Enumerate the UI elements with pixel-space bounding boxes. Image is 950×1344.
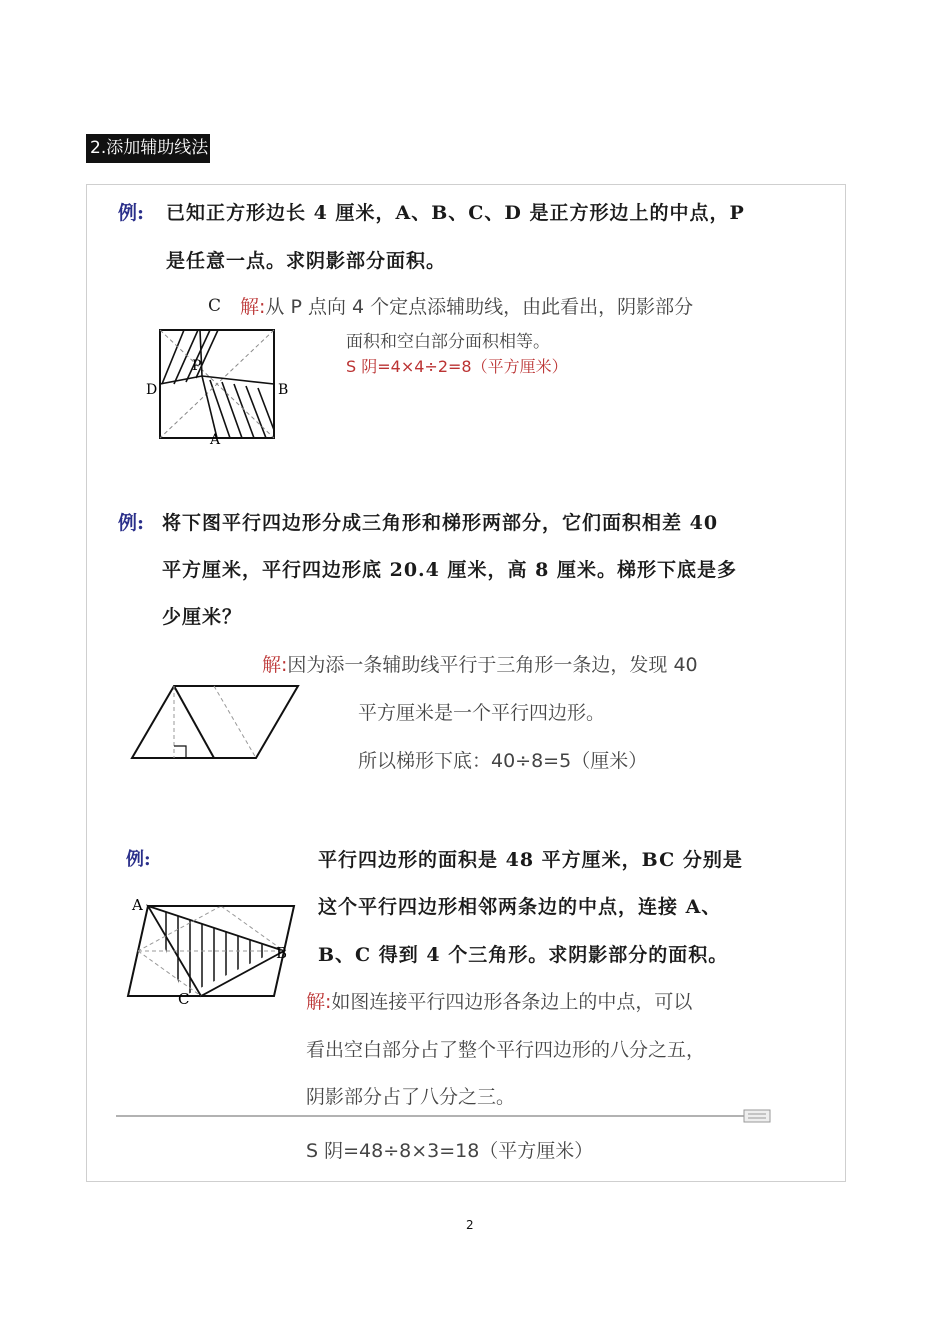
label-d: D: [146, 382, 158, 398]
parallelogram-outline: [132, 686, 298, 758]
hatch-line: [174, 330, 198, 384]
dividing-line: [174, 686, 214, 758]
hatch-line: [210, 380, 230, 438]
label-b: B: [278, 382, 289, 398]
example1-label-c: C: [208, 296, 222, 316]
example2-solution-text1: 因为添一条辅助线平行于三角形一条边，发现 40: [287, 654, 698, 676]
hatch-line: [234, 384, 254, 438]
example1-question-line2: 是任意一点。求阴影部分面积。: [166, 250, 447, 272]
example3-question-line3: B、C 得到 4 个三角形。求阴影部分的面积。: [318, 944, 729, 966]
example3-solution-line3: 阴影部分占了八分之三。: [306, 1086, 516, 1108]
scroll-handle: [744, 1110, 770, 1122]
hatch-line: [162, 330, 184, 384]
divider-bar: [116, 1108, 776, 1128]
example3-solution-prefix: 解:: [306, 991, 332, 1013]
label-b: B: [276, 944, 288, 962]
label-a: A: [132, 896, 143, 914]
example1-question-line1: 已知正方形边长 4 厘米，A、B、C、D 是正方形边上的中点，P: [166, 202, 745, 224]
page-number: 2: [466, 1218, 474, 1232]
helper-line: [202, 376, 217, 438]
label-c: C: [178, 990, 190, 1008]
label-p: P: [192, 358, 202, 374]
example2-question-line1: 将下图平行四边形分成三角形和梯形两部分，它们面积相差 40: [162, 512, 719, 534]
example3-parallelogram-figure: [126, 892, 301, 1008]
example1-square-figure: [140, 322, 300, 452]
hatch-line: [246, 386, 266, 438]
example1-label: 例:: [118, 202, 145, 224]
label-a: A: [210, 432, 221, 448]
example2-label: 例:: [118, 512, 145, 534]
right-angle-mark: [174, 746, 186, 758]
example2-solution-prefix: 解:: [262, 654, 288, 676]
example2-question-line2: 平方厘米，平行四边形底 20.4 厘米，高 8 厘米。梯形下底是多: [162, 559, 737, 581]
example2-question-line3: 少厘米？: [162, 606, 243, 628]
example2-solution-line1: [262, 650, 698, 677]
example2-solution-line3: 所以梯形下底：40÷8=5（厘米）: [358, 750, 648, 772]
example2-solution-line2: 平方厘米是一个平行四边形。: [358, 702, 606, 724]
example1-solution-prefix: 解:: [240, 296, 266, 318]
hatch-line: [222, 382, 242, 438]
example3-question-line2: 这个平行四边形相邻两条边的中点，连接 A、: [318, 896, 722, 918]
example1-solution-line2: 面积和空白部分面积相等。: [346, 332, 550, 352]
example3-solution-line2: 看出空白部分占了整个平行四边形的八分之五，: [306, 1039, 706, 1061]
example1-solution-text1: 从 P 点向 4 个定点添辅助线，由此看出，阴影部分: [265, 296, 694, 318]
example3-solution-line1: [306, 987, 692, 1014]
example3-solution-line4: S 阴=48÷8×3=18（平方厘米）: [306, 1140, 594, 1162]
example1-solution-line3: S 阴=4×4÷2=8（平方厘米）: [346, 357, 568, 376]
example3-solution-text1: 如图连接平行四边形各条边上的中点，可以: [331, 991, 693, 1013]
example3-question-line1: 平行四边形的面积是 48 平方厘米，BC 分别是: [318, 849, 743, 871]
example1-solution-line1: [240, 292, 693, 319]
example2-parallelogram-figure: [130, 682, 305, 764]
section-title: 2.添加辅助线法: [86, 134, 210, 163]
example3-label: 例:: [126, 849, 151, 870]
